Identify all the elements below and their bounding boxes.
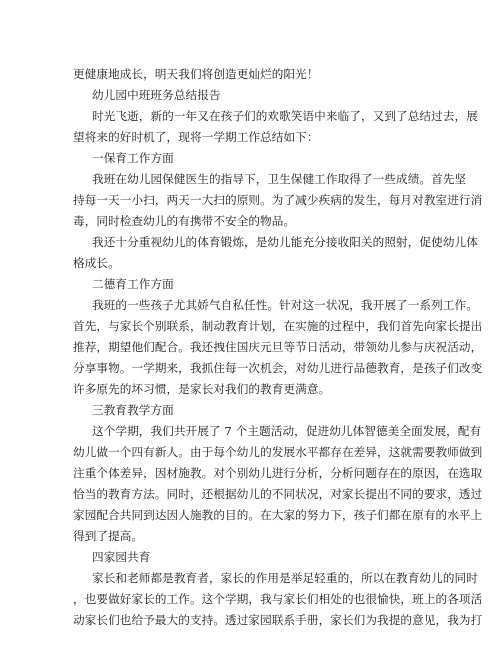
paragraph-line: 许多原先的坏习惯，是家长对我们的教育更满意。 (73, 382, 331, 396)
paragraph-line: ，也要做好家长的工作。这个学期，我与家长们相处的也很愉快，班上的各项活 (73, 592, 483, 606)
intro-line: 更健康地成长，明天我们将创造更灿烂的阳光！ (73, 67, 319, 81)
opening-line: 时光飞逝，新的一年又在孩子们的欢歌笑语中来临了，又到了总结过去，展 (92, 109, 478, 123)
section-heading: 二德育工作方面 (92, 277, 174, 291)
document-title: 幼儿园中班班务总结报告 (92, 88, 221, 102)
section-heading: 三教育教学方面 (92, 403, 174, 417)
paragraph-line: 推荐，期望他们配合。我还拽住国庆元旦等节日活动，带领幼儿参与庆祝活动， (73, 340, 483, 354)
section-heading: 一保育工作方面 (92, 151, 174, 165)
section-heading: 四家园共育 (92, 550, 151, 564)
paragraph-line: 持每一天一小扫，两天一大扫的原则。为了减少疾病的发生，每月对教室进行消 (73, 193, 483, 207)
paragraph-line: 格成长。 (73, 256, 120, 270)
paragraph-line: 我班的一些孩子尤其娇气自私任性。针对这一状况，我开展了一系列工作。 (92, 298, 478, 312)
paragraph-line: 我班在幼儿园保健医生的指导下，卫生保健工作取得了一些成绩。首先坚 (92, 172, 467, 186)
paragraph-line: 恰当的教育方法。同时，还根据幼儿的不同状况，对家长提出不同的要求，透过 (73, 487, 483, 501)
paragraph-line: 动家长们也给予最大的支持。透过家园联系手册，家长们为我提的意见，我为打 (73, 613, 483, 627)
paragraph-line: 我还十分重视幼儿的体育锻炼，是幼儿能充分接收阳关的照射，促使幼儿体 (92, 235, 478, 249)
paragraph-line: 注重个体差异，因材施教。对个别幼儿进行分析，分析问题存在的原因，在选取 (73, 466, 483, 480)
paragraph-line: 得到了提高。 (73, 529, 144, 543)
paragraph-line: 毒，同时检查幼儿的有携带不安全的物品。 (73, 214, 296, 228)
paragraph-line: 分享事物。一学期来，我抓住每一次机会，对幼儿进行品德教育，是孩子们改变 (73, 361, 483, 375)
paragraph-line: 幼儿做一个四有新人。由于每个幼儿的发展水平都存在差异，这就需要教师做到 (73, 445, 483, 459)
paragraph-line: 家园配合共同到达因人施教的目的。在大家的努力下，孩子们都在原有的水平上 (73, 508, 483, 522)
paragraph-line: 家长和老师都是教育者，家长的作用是举足轻重的，所以在教育幼儿的同时 (92, 571, 478, 585)
paragraph-line: 首先，与家长个别联系，制动教育计划，在实施的过程中，我们首先向家长提出 (73, 319, 483, 333)
paragraph-line: 这个学期，我们共开展了 7 个主题活动，促进幼儿体智德美全面发展，配有 (92, 424, 482, 438)
opening-line: 望将来的好时机了，现将一学期工作总结如下： (73, 130, 319, 144)
